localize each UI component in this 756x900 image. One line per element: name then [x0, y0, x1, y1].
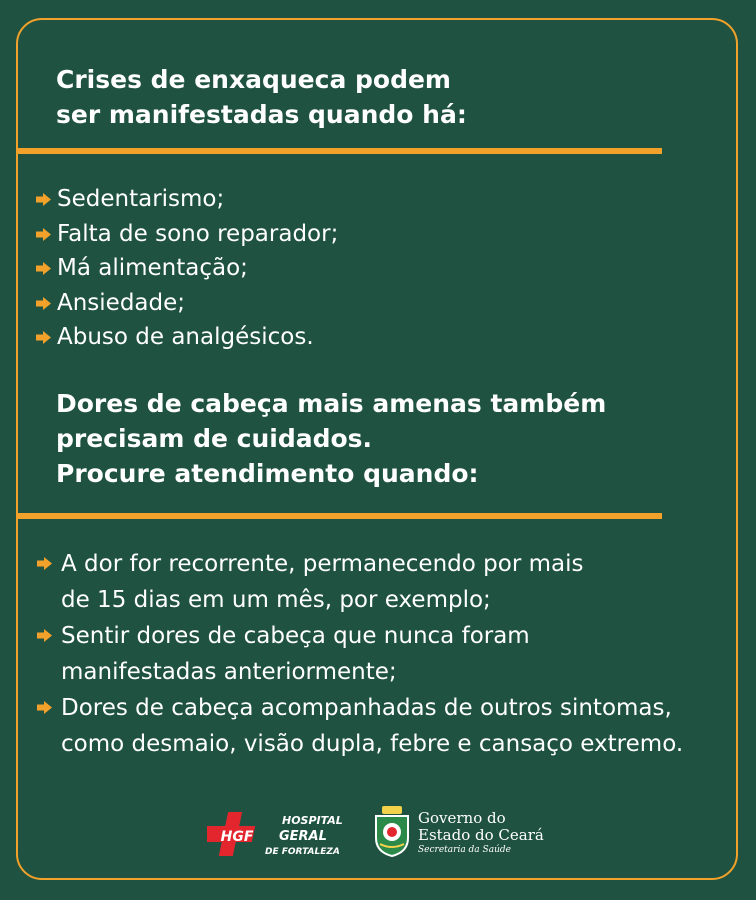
gov-line3: Secretaria da Saúde	[418, 845, 511, 855]
list-item	[36, 286, 338, 321]
heading-line: Crises de enxaqueca podem	[56, 65, 451, 94]
heading-line: Procure atendimento quando:	[56, 459, 479, 488]
causes-list	[36, 182, 338, 355]
heading-migraine-triggers	[56, 62, 467, 132]
list-item	[36, 320, 338, 355]
list-item-text: Dores de cabeça acompanhadas de outros sintomas,	[61, 695, 672, 721]
list-item	[36, 182, 338, 217]
list-item-text: A dor for recorrente, permanecendo por mais	[61, 551, 584, 577]
list-item	[37, 690, 683, 762]
arrow-bullet-icon	[36, 262, 51, 275]
list-item-text: de 15 dias em um mês, por exemplo;	[61, 587, 491, 613]
list-item-text: Falta de sono reparador;	[57, 220, 339, 247]
gov-line1: Governo do	[418, 809, 506, 827]
list-item-text: Sedentarismo;	[57, 186, 225, 212]
list-item-text: Abuso de analgésicos.	[57, 324, 314, 350]
heading-seek-care	[56, 386, 606, 491]
heading-line: Dores de cabeça mais amenas também	[56, 389, 607, 418]
hgf-logo	[207, 808, 347, 860]
list-item-text: Ansiedade;	[57, 289, 186, 316]
arrow-bullet-icon	[36, 228, 51, 241]
heading-line: precisam de cuidados.	[56, 424, 373, 453]
arrow-bullet-icon	[36, 297, 51, 310]
ceara-coat-of-arms-icon	[372, 804, 412, 858]
divider-bar	[16, 513, 662, 519]
arrow-bullet-icon	[37, 629, 52, 642]
hgf-line3: DE FORTALEZA	[265, 847, 340, 857]
hgf-line2: GERAL	[279, 829, 327, 844]
arrow-bullet-icon	[36, 193, 51, 206]
warnings-list	[37, 546, 683, 762]
list-item-text: Sentir dores de cabeça que nunca foram	[61, 623, 530, 649]
list-item	[36, 217, 338, 252]
arrow-bullet-icon	[36, 331, 51, 344]
heading-line: ser manifestadas quando há:	[56, 100, 467, 129]
government-wordmark	[418, 810, 544, 857]
list-item-text: como desmaio, visão dupla, febre e cansaço extremo.	[61, 731, 684, 757]
list-item-text: Má alimentação;	[57, 255, 248, 281]
divider-bar	[16, 148, 662, 154]
gov-line2: Estado do Ceará	[418, 826, 544, 844]
hgf-line1: HOSPITAL	[282, 814, 343, 827]
list-item-text: manifestadas anteriormente;	[61, 659, 397, 685]
list-item	[36, 251, 338, 286]
arrow-bullet-icon	[37, 557, 52, 570]
list-item	[37, 546, 683, 618]
footer-logos	[0, 800, 756, 870]
list-item	[37, 618, 683, 690]
hgf-mark: HGF	[220, 829, 254, 845]
arrow-bullet-icon	[37, 701, 52, 714]
